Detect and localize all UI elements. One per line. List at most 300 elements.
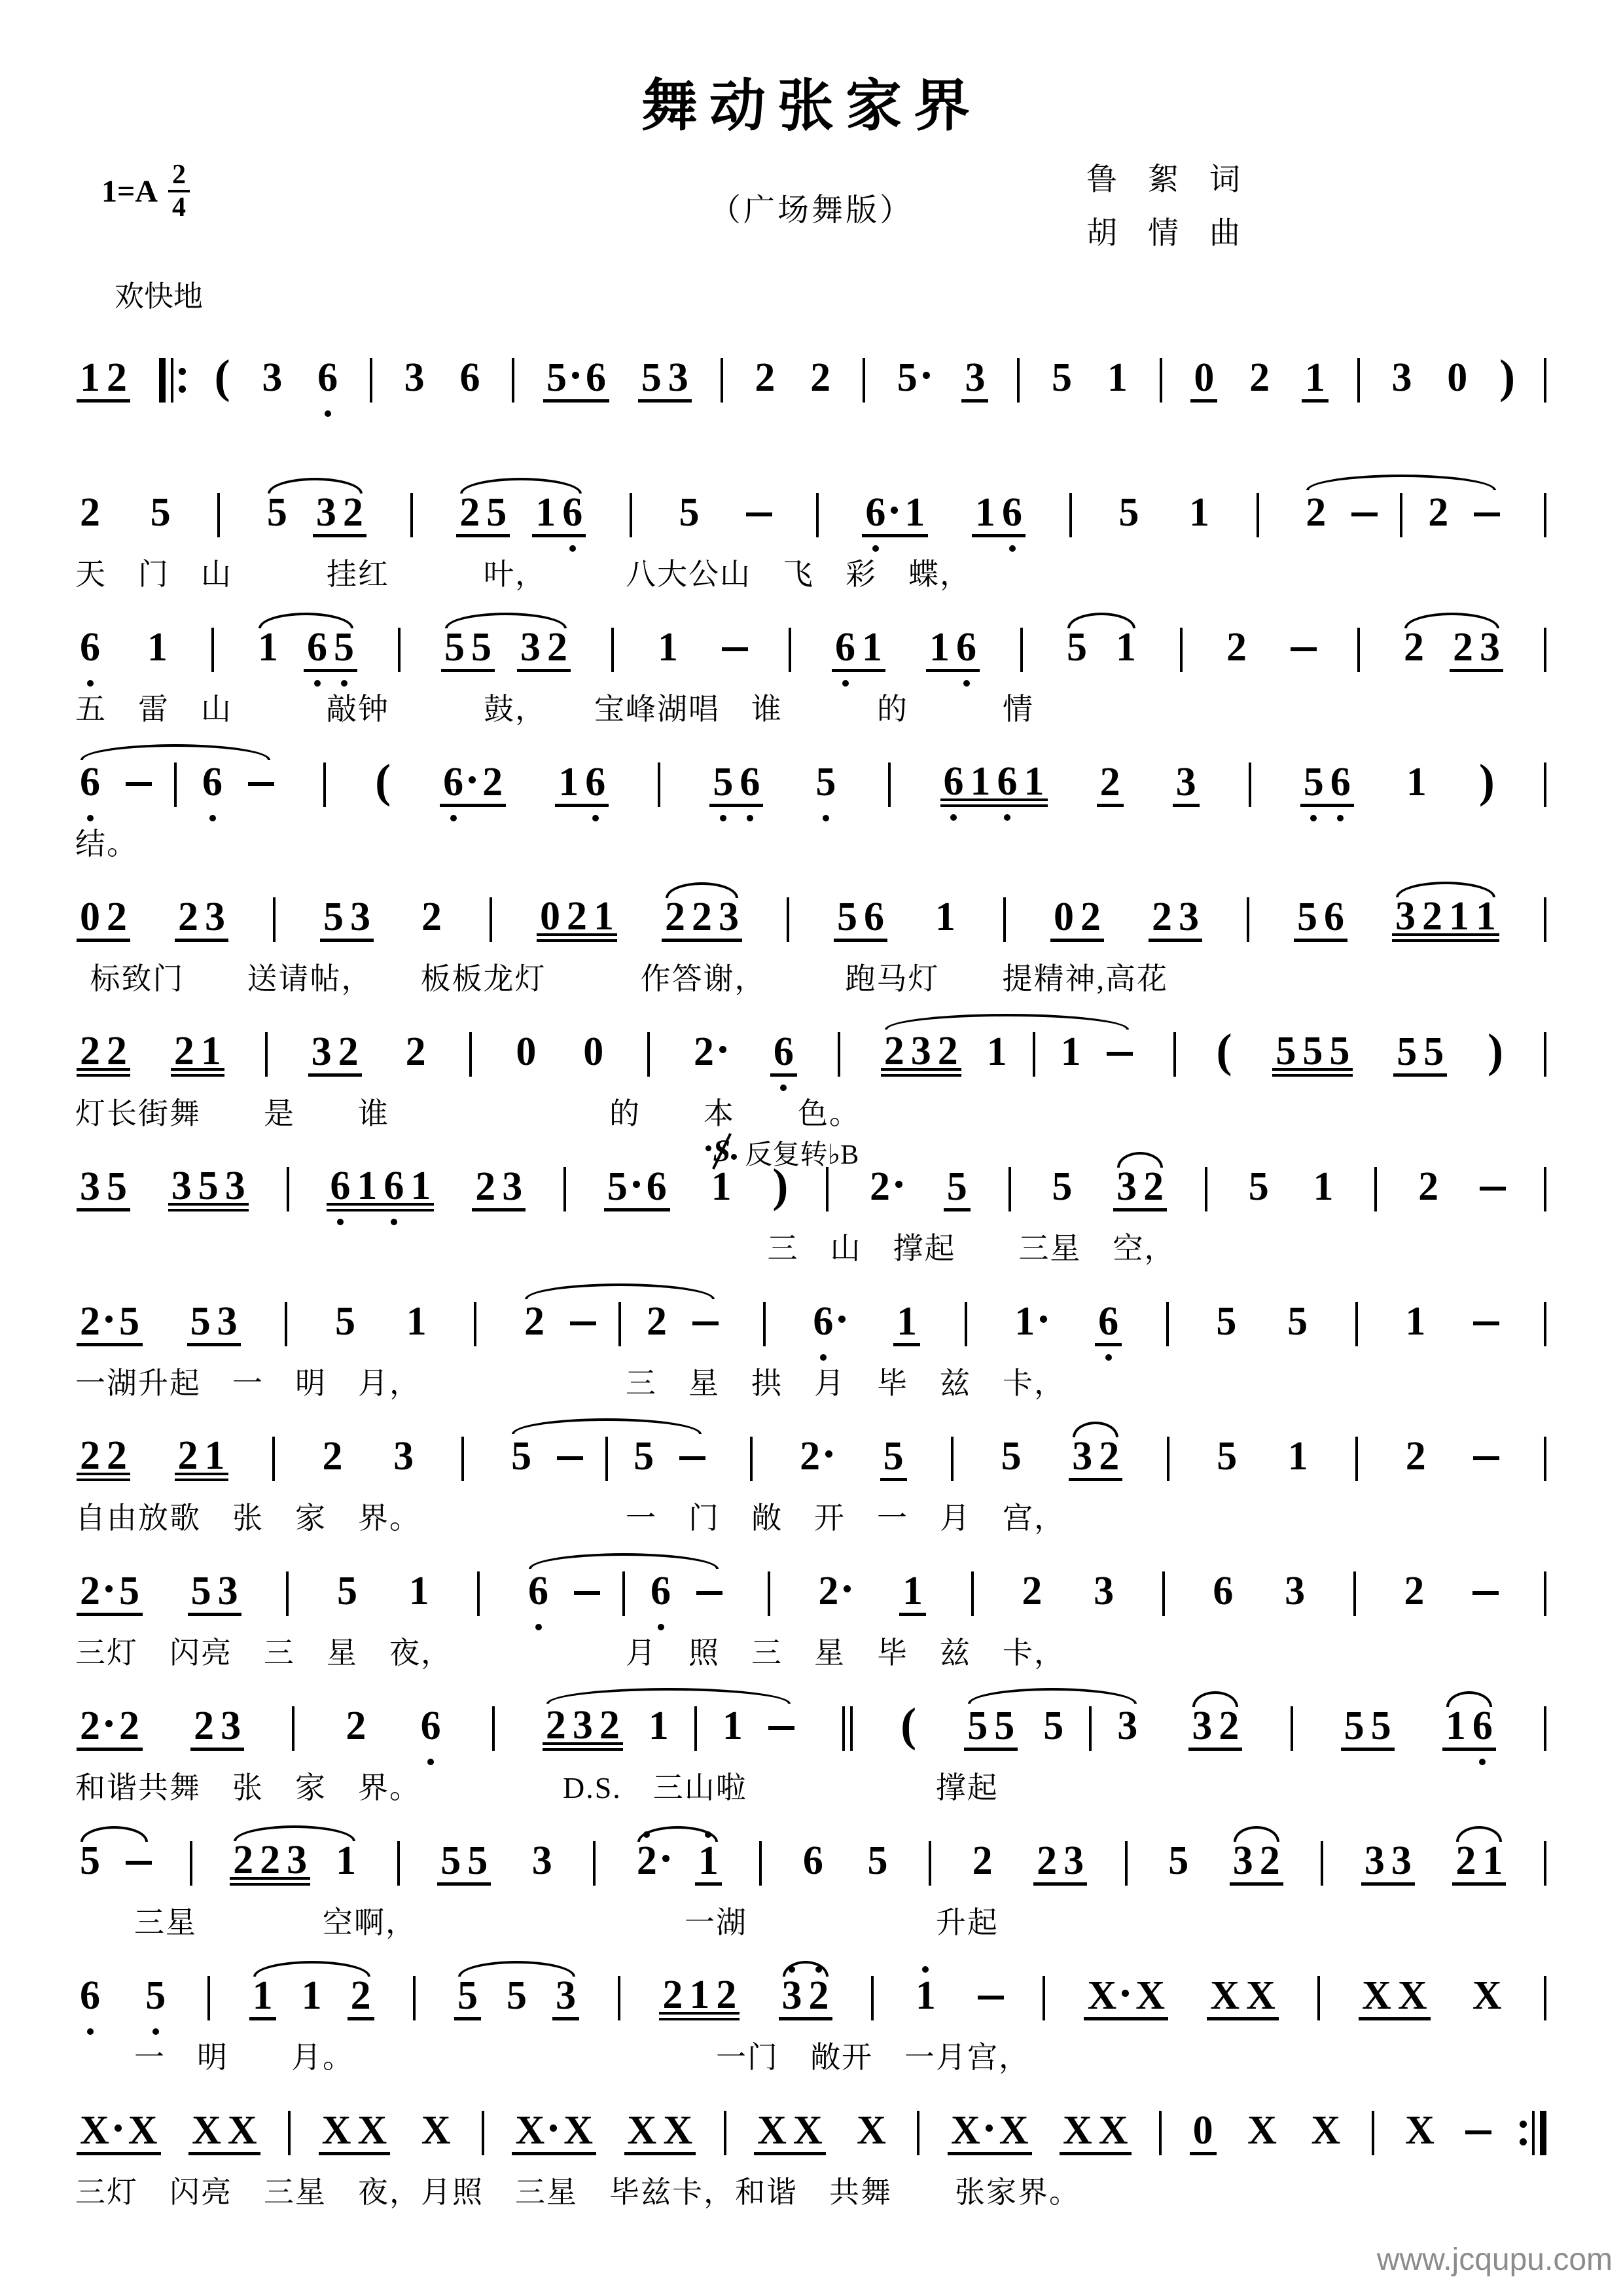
note: 5 3 [638,361,692,403]
note: 6 [770,1035,797,1077]
note: 5 [1248,1164,1269,1210]
barline [207,1976,210,2020]
parenthesis: ( [375,755,391,807]
note: 2 [1418,1164,1439,1210]
music-system [75,866,1548,1001]
barline [763,1302,766,1346]
score-body [75,327,1548,2214]
barline [1317,1976,1320,2020]
note: 2 [421,895,442,940]
watermark-url: www.jcqupu.com [1376,2242,1613,2277]
note: 1 [258,625,278,670]
note: X X [948,2114,1032,2155]
parenthesis: ) [1499,350,1516,403]
note: X [1405,2108,1435,2153]
barline [1355,1302,1358,1346]
barline [1160,358,1162,403]
notation-line [75,2079,1548,2171]
barline [474,1302,476,1346]
note: 5 [1001,1434,1022,1479]
duration-dash [574,1591,600,1595]
note: 5 3 [187,1305,241,1346]
note: 2 2 [77,1035,130,1077]
note: 6 2 [440,766,506,807]
barline [816,493,819,537]
augmentation-dot [572,372,579,379]
repeat-begin-barline [159,358,186,403]
barline [759,1841,762,1886]
barline [323,762,326,807]
note: 5 [633,1434,654,1479]
music-system [75,2079,1548,2214]
barline [1017,358,1020,403]
slur-group [1230,1839,1283,1886]
barline [1544,1841,1546,1886]
note: 1 6 [926,631,980,672]
note: 2 [524,1299,545,1344]
note: 5 [812,766,839,807]
duration-dash [692,1321,719,1325]
barline [469,1032,472,1077]
note: 2 3 [1033,1844,1087,1886]
note: 1 [408,1569,429,1614]
slur-group [264,490,366,537]
slur-group [881,1029,1133,1077]
augmentation-dot [105,1316,113,1323]
barline [461,1437,464,1481]
note: 6 [418,1710,444,1751]
barline [1205,1167,1207,1211]
barline [1291,1706,1293,1751]
note: 1 [658,625,678,670]
note: 6 [459,355,480,401]
note: 5 [150,490,171,535]
note: 6 [802,1839,823,1884]
note: 5 6 [709,766,763,807]
notation-line [75,1270,1548,1362]
augmentation-dot [105,1585,113,1592]
barline [618,1302,621,1346]
note: 2 [972,1839,993,1884]
note: 6 [1213,1569,1234,1614]
note: 0 [1190,361,1217,403]
page-subtitle: （广场舞版） [709,193,914,228]
lyrics-line: 一湖升起 一 明 月， 三 星 拱 月 毕 兹 卡， [75,1367,1065,1400]
slur-group [543,1703,794,1751]
note: 2 1 [175,1439,228,1481]
note: 0 2 [1050,901,1104,942]
music-system [75,1136,1548,1270]
duration-dash [1291,647,1317,651]
tempo-marking: 欢快地 [115,280,204,313]
slur-group [1188,1704,1242,1751]
note: 6 1 6 1 [940,765,1048,807]
augmentation-dot [1040,1316,1047,1323]
note: 6 1 [862,496,928,537]
slur-group [456,490,586,537]
barline [292,1706,294,1751]
slur-group [508,1434,705,1481]
barline [397,1841,400,1886]
duration-dash [746,512,772,516]
music-system [75,1675,1548,1810]
lyrics-line: 结。 [75,827,138,861]
note: 2 1 2 [659,1979,740,2020]
music-system [75,461,1548,596]
note: 1 6 [555,766,609,807]
note: 1 [406,1299,427,1344]
notation-line [75,1810,1548,1901]
barline [838,1032,840,1077]
note: 2 [322,1434,343,1479]
note: 2 3 [1149,901,1202,942]
barline [888,762,891,807]
note: 5 [1118,490,1139,535]
music-system [75,1540,1548,1675]
parenthesis: ( [214,350,230,403]
barline [1544,1032,1546,1077]
note: 6 1 6 1 [327,1170,434,1211]
notation-line [75,1540,1548,1632]
note: 3 [1391,355,1412,401]
augmentation-dot [895,1181,902,1188]
note: 5 6 [543,361,609,403]
lyrics-line: 三灯 闪亮 三星 夜，月照 三星 毕兹卡，和谐 共舞 张家界。 [75,2176,1080,2209]
barline [917,2111,919,2155]
note: 5 [1067,625,1087,670]
slur-group [255,625,357,672]
note: 0 2 1 [537,900,617,942]
slur-group [454,1973,579,2020]
barline [217,493,220,537]
note: 2 [796,1440,836,1481]
note: 2 [815,1575,854,1616]
note: 5 6 [1300,766,1354,807]
barline [721,358,723,403]
note: 1 [1302,361,1329,403]
note: 1 [249,1979,276,2020]
double-barline [842,1706,853,1751]
note: 1 [986,1030,1007,1075]
slur-group [1400,625,1503,672]
notation-line [75,327,1548,418]
note: 5 [880,1440,907,1481]
note: X X [77,2114,161,2155]
barline [971,1571,974,1616]
note: 2 [866,1170,906,1211]
note: 1 6 [532,496,586,537]
note: 6 5 [304,631,357,672]
note: 2 [1404,625,1424,670]
barline [1357,358,1360,403]
barline [1544,358,1546,403]
note: 3 [552,1979,579,2020]
note: 5 6 [604,1170,670,1211]
note: 5 [266,490,287,535]
note: X X [1084,1979,1168,2020]
barline [630,493,632,537]
barline [1159,2111,1162,2155]
time-signature-denominator: 4 [172,192,187,223]
note: X [1472,1973,1502,2018]
note: 5 5 [437,1844,491,1886]
augmentation-dot [923,372,930,379]
page-title: 舞动张家界 [641,75,982,137]
barline [1167,1437,1169,1481]
note: 0 [583,1030,604,1075]
barline [1544,493,1546,537]
barline [1544,897,1546,942]
note: 1 6 [1442,1710,1496,1751]
note: 1 [912,1979,939,2020]
note: 2 3 [190,1710,244,1751]
note: 2 [1022,1569,1043,1614]
note: 2 3 2 [881,1035,961,1077]
barline [1089,1706,1092,1751]
barline [1008,1167,1011,1211]
lyrics-line: 标致门 送请帖， 板板龙灯 作答谢， 跑马灯 提精神,高花 [90,962,1168,996]
barline [1247,897,1249,942]
lyrics-line: 和谐共舞 张 家 界。 D.S. 三山啦 撑起 [75,1771,999,1804]
note: 2 [633,1844,673,1886]
music-system [75,1270,1548,1405]
note: 6 [314,361,341,403]
note: 2 5 [456,496,510,537]
note: 1 [1188,490,1209,535]
augmentation-dot [105,1720,113,1727]
note: 1 [1107,355,1128,401]
barline [622,1571,625,1616]
key-label: 1=A [101,173,158,209]
note: X [1311,2108,1341,2153]
note: X X [754,2114,826,2155]
note: X X [512,2114,596,2155]
augmentation-dot [719,1046,726,1053]
duration-dash [978,1996,1004,2000]
slur-group [633,1839,722,1886]
note: 0 [1190,2114,1217,2155]
barline [965,1302,967,1346]
note: 5 [506,1973,527,2018]
note: 3 2 1 1 [1392,900,1499,942]
repeat-end-barline [1520,2111,1546,2155]
music-system [75,1001,1548,1136]
barline [1020,628,1023,672]
barline [1033,1032,1035,1077]
note: 5 [944,1170,971,1211]
note: 6 [810,1305,849,1346]
barline [492,1706,495,1751]
note: 3 [262,355,283,401]
barline [563,1167,566,1211]
barline [273,897,276,942]
duration-dash [768,1726,794,1730]
note: 2 2 [77,1439,130,1481]
note: X X [1207,1979,1279,2020]
note: 1 [899,1575,926,1616]
barline [658,762,660,807]
note: 5 5 [964,1710,1018,1751]
note: 3 [1173,766,1200,807]
barline [285,1302,287,1346]
barline [789,628,791,672]
slur-group [1069,1434,1122,1481]
barline [370,358,372,403]
duration-dash [1351,512,1378,516]
note: 1 [336,1839,357,1884]
note: 2 [348,1979,374,2020]
music-system [75,596,1548,731]
note: 3 2 [1188,1710,1242,1751]
note: 3 [404,355,425,401]
note: 2 [346,1704,366,1749]
note: 5 5 [1341,1710,1395,1751]
note: 3 2 [779,1979,832,2020]
notation-line [75,1675,1548,1767]
note: 1 [893,1305,920,1346]
augmentation-dot [825,1450,832,1458]
duration-dash [1480,1187,1506,1191]
note: 0 2 [77,901,130,942]
note: 5 [1052,355,1073,401]
segno-marker-text: 反复转♭B [745,1140,859,1170]
note: 5 [335,1299,356,1344]
slur-group [1442,1704,1496,1751]
slur-group [1302,490,1500,537]
barline [1355,1437,1358,1481]
augmentation-dot [662,1855,669,1862]
barline [1069,493,1072,537]
note: 2 [1226,625,1247,670]
barline [477,1571,480,1616]
note: 3 [961,361,988,403]
lyrics-line: 五 雷 山 敲钟 鼓， 宝峰湖唱 谁 的 情 [75,692,1034,726]
note: 3 [1094,1569,1115,1614]
note: 2 [1428,490,1449,535]
note: 2 2 3 [662,901,742,942]
note: X X [188,2114,260,2155]
note: 6 [77,631,103,672]
composer-credit: 胡 情 曲 [1086,217,1240,251]
barline [1321,1841,1323,1886]
note: 5 [894,361,933,403]
notation-line [75,461,1548,553]
note: 3 2 [1069,1440,1122,1481]
barline [871,1976,874,2020]
barline [1043,1976,1045,2020]
note: 5 6 [1294,901,1347,942]
lyrics-line: 三星 空啊， 一湖 升起 [134,1906,999,1939]
augmentation-dot [115,2125,122,2132]
notation-line [75,731,1548,823]
barline [288,2111,291,2155]
barline [618,1976,620,2020]
slur-group [1063,625,1139,672]
slur-group [249,1973,374,2020]
note: 1 2 [77,361,130,403]
barline [1544,762,1546,807]
parenthesis: ) [1488,1024,1504,1077]
note: 3 2 [517,631,571,672]
duration-dash [679,1456,705,1460]
notation-line [75,866,1548,958]
duration-dash [1474,512,1500,516]
notation-line [75,596,1548,688]
barline [211,628,214,672]
note: 2 [80,490,100,535]
note: 6 [77,766,103,807]
note: 1 [695,1844,722,1886]
augmentation-dot [891,507,898,514]
duration-dash [1473,1321,1499,1325]
note: 2 [405,1030,426,1075]
parenthesis: ) [1478,755,1495,807]
barline [863,358,865,403]
note: 2 1 [1452,1844,1506,1886]
slur-group [441,625,571,672]
note: 2 [690,1035,730,1077]
note: 2 [1097,766,1124,807]
augmentation-dot [986,2125,993,2132]
note: 1 [1287,1434,1308,1479]
duration-dash [248,782,274,786]
music-system [75,1810,1548,1945]
notation-line [75,1405,1548,1497]
barline [174,762,177,807]
note: 5 [454,1979,481,2020]
note: 5 [142,1979,169,2020]
barline [1162,1571,1165,1616]
duration-dash [1107,1052,1133,1056]
barline [1173,1032,1176,1077]
augmentation-dot [844,1585,851,1592]
note: 1 [648,1704,669,1749]
note: 0 [516,1030,537,1075]
barline [1353,1571,1356,1616]
note: 3 3 [1361,1844,1415,1886]
note: 1 [1116,625,1136,670]
note: 5 [1168,1839,1189,1884]
parenthesis: ( [901,1698,917,1751]
note: 5 [1287,1299,1308,1344]
barline [1180,628,1183,672]
augmentation-dot [469,776,476,783]
barline [605,1437,608,1481]
note: 1 [722,1704,743,1749]
note: 5 [679,490,700,535]
note: X X [624,2114,696,2155]
lyrics-line: 三灯 闪亮 三 星 夜， 月 照 三 星 毕 兹 卡， [75,1636,1065,1670]
note: 2 [1249,355,1270,401]
slur-group [525,1571,722,1616]
barline [413,1976,416,2020]
barline [1544,1976,1546,2020]
augmentation-dot [838,1316,846,1323]
parenthesis: ) [772,1159,789,1211]
barline [951,1437,954,1481]
lyrics-line: 一 明 月。 一门 敞开 一月宫， [134,2041,1030,2074]
duration-dash [570,1321,596,1325]
barline [1544,1167,1546,1211]
slur-group [1113,1164,1167,1211]
lyrics-line: 天 门 山 挂红 叶， 八大公山 飞 彩 蝶， [75,558,971,591]
duration-dash [126,1861,152,1865]
repeat-dots [179,368,186,393]
note: 5 [80,1839,100,1884]
note: 3 [531,1839,552,1884]
barline [694,1706,697,1751]
note: 6 [77,1979,103,2020]
